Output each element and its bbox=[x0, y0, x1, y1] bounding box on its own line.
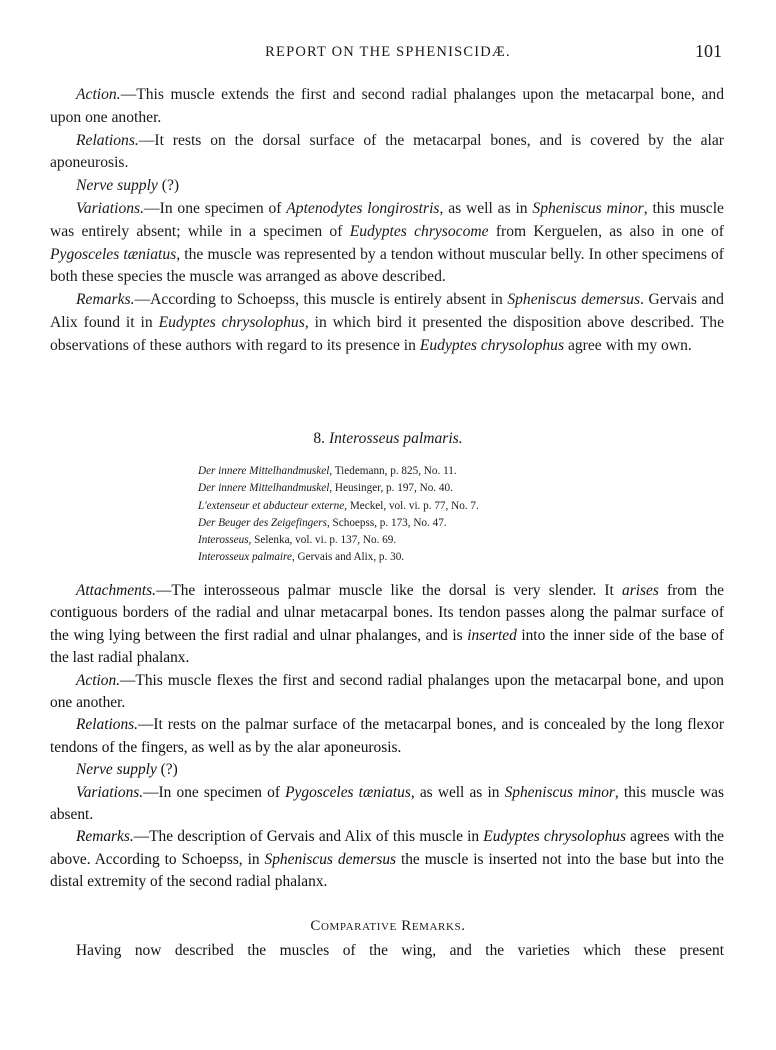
section-8-body bbox=[50, 580, 724, 894]
paragraph-attachments: Attachments.—The interosseous palmar muscle like the dorsal is very slender. It arises from the contiguous borders of the radial and ulnar metacarpal bones. Its tendon passes along the palmar surface of the wing lying between the first radial and ulnar phalanges, and is inserted into the inner side of the base of the last radial phalanx. bbox=[50, 582, 724, 667]
paragraph-relations: Relations.—It rests on the dorsal surface of the metacarpal bones, and is covered by the alar aponeurosis. bbox=[50, 131, 724, 172]
paragraph-nerve-supply: Nerve supply (?) bbox=[76, 761, 178, 779]
synonym-entry: Der Beuger des Zeigefingers, Schoepss, p. 173, No. 47. bbox=[198, 516, 447, 529]
section-7-continued bbox=[50, 84, 724, 358]
paragraph-variations: Variations.—In one specimen of Pygosceles tæniatus, as well as in Spheniscus minor, this muscle was absent. bbox=[50, 783, 725, 824]
running-title: REPORT ON THE SPHENISCIDÆ. bbox=[265, 44, 511, 60]
synonym-entry: Der innere Mittelhandmuskel, Heusinger, p. 197, No. 40. bbox=[198, 482, 453, 495]
page-number: 101 bbox=[695, 41, 722, 61]
synonym-entry: Interosseux palmaire, Gervais and Alix, p. 30. bbox=[198, 551, 405, 564]
comparative-body bbox=[50, 940, 724, 962]
synonym-entry: Der innere Mittelhandmuskel, Tiedemann, p. 825, No. 11. bbox=[198, 465, 457, 477]
running-header bbox=[50, 41, 726, 64]
paragraph-remarks: Remarks.—According to Schoepss, this muscle is entirely absent in Spheniscus demersus. Gervais and Alix found it in Eudyptes chrysolophus, in which bird it presented the disposition above described. The observations of these authors with regard to its presence in Eudyptes chrysolophus agree with my own. bbox=[50, 291, 724, 354]
paragraph-nerve-supply: Nerve supply (?) bbox=[76, 177, 180, 195]
paragraph-action: Action.—This muscle flexes the first and second radial phalanges upon the metacarpal bone, and upon one another. bbox=[50, 671, 724, 712]
synonym-entry: Interosseus, Selenka, vol. vi. p. 137, No. 69. bbox=[198, 534, 397, 547]
paragraph-relations: Relations.—It rests on the palmar surface of the metacarpal bones, and is concealed by the long flexor tendons of the fingers, as well as by the alar aponeurosis. bbox=[50, 716, 724, 756]
comparative-heading: Comparative Remarks. bbox=[310, 918, 466, 934]
section-heading: 8. Interosseus palmaris. bbox=[313, 430, 463, 447]
synonym-entry: L'extenseur et abducteur externe, Meckel, vol. vi. p. 77, No. 7. bbox=[198, 499, 479, 512]
paragraph-variations: Variations.—In one specimen of Aptenodytes longirostris, as well as in Spheniscus minor, this muscle was entirely absent; while in a specimen of Eudyptes chrysocome from Kerguelen, as also in one of Pygosceles tæniatus, the muscle was represented by a tendon without muscular belly. In other specimens of both these species the muscle was arranged as above described. bbox=[50, 199, 725, 286]
paragraph-action: Action.—This muscle extends the first and second radial phalanges upon the metacarpal bone, and upon one another. bbox=[50, 86, 724, 126]
paragraph-remarks: Remarks.—The description of Gervais and Alix of this muscle in Eudyptes chrysolophus agrees with the above. According to Schoepss, in Spheniscus demersus the muscle is inserted not into the base but into the distal extremity of the second radial phalanx. bbox=[50, 828, 725, 891]
paragraph-comparative: Having now described the muscles of the wing, and the varieties which these present bbox=[76, 942, 724, 959]
synonymy-list bbox=[198, 463, 479, 567]
